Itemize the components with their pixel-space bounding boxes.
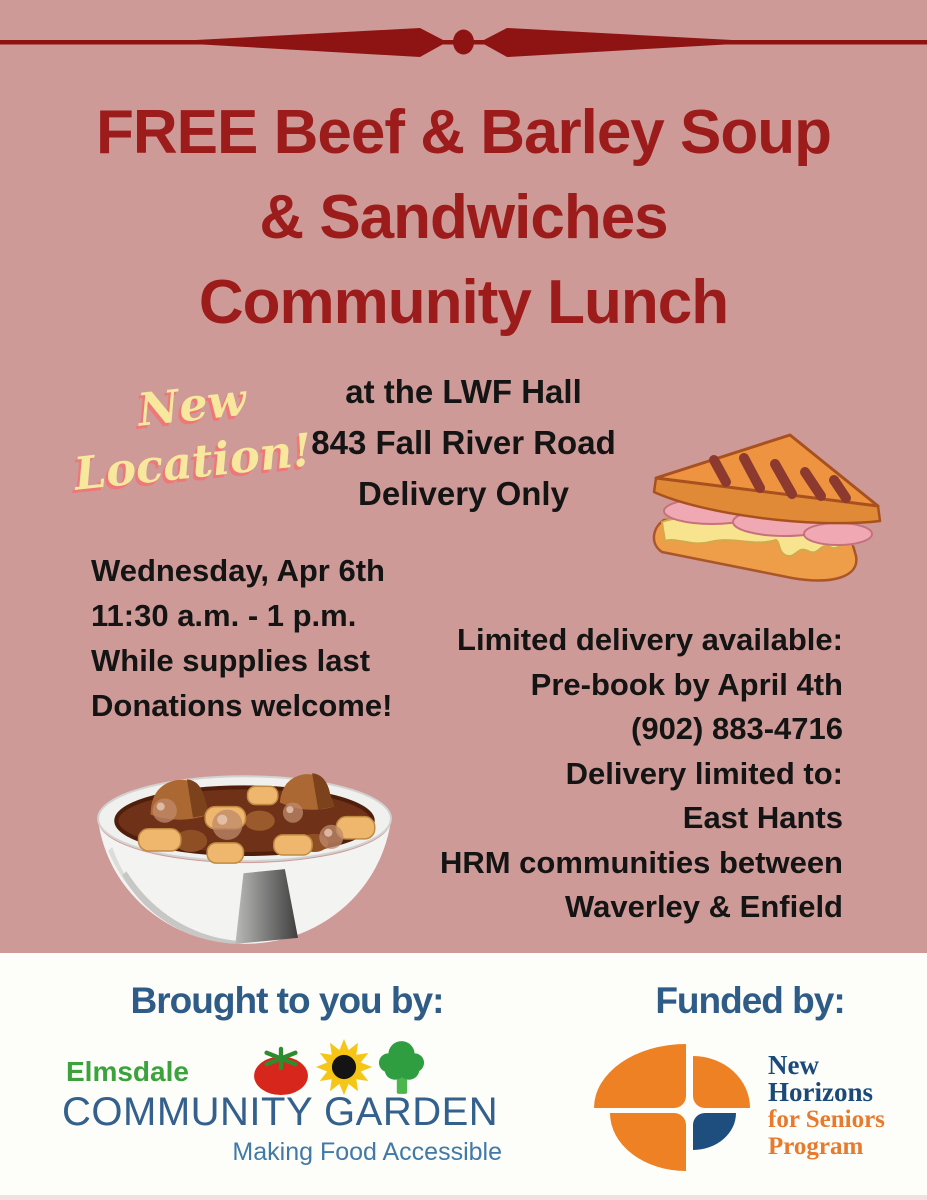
sandwich-illustration xyxy=(642,428,892,588)
sunflower-icon xyxy=(315,1038,373,1096)
soup-bowl-illustration xyxy=(86,750,404,952)
funded-by-heading: Funded by: xyxy=(655,980,845,1021)
tomato-icon xyxy=(252,1046,310,1096)
horizons-line: Program xyxy=(768,1133,864,1160)
title-line: Community Lunch xyxy=(198,268,729,337)
event-details xyxy=(91,548,392,728)
delivery-line: Pre-book by April 4th xyxy=(530,666,843,702)
garden-tagline-label: Making Food Accessible xyxy=(232,1138,502,1166)
garden-logo-icons xyxy=(252,1038,425,1096)
delivery-line: East Hants xyxy=(682,800,843,835)
venue-line: Delivery Only xyxy=(358,475,569,512)
new-location-line: Location! xyxy=(71,423,315,501)
horizons-line: for Seniors xyxy=(768,1106,885,1133)
garden-place-label: Elmsdale xyxy=(66,1056,189,1087)
leaf-top-right xyxy=(693,1056,750,1108)
delivery-info xyxy=(440,618,843,930)
ornamental-divider xyxy=(0,0,927,70)
leaf-top-left xyxy=(594,1044,686,1108)
delivery-line: Delivery limited to: xyxy=(565,755,843,791)
event-line: 11:30 a.m. - 1 p.m. xyxy=(91,598,357,633)
new-location-line: New xyxy=(135,372,249,437)
new-horizons-wordmark xyxy=(768,1052,885,1160)
event-title xyxy=(0,90,927,345)
leaf-bottom-left xyxy=(610,1113,686,1171)
delivery-line: Waverley & Enfield xyxy=(565,889,843,924)
venue-line: at the LWF Hall xyxy=(345,373,582,410)
event-line: While supplies last xyxy=(91,643,371,678)
event-line: Wednesday, Apr 6th xyxy=(91,553,385,588)
horizons-line: New xyxy=(768,1050,819,1080)
title-line: FREE Beef & Barley Soup xyxy=(96,98,831,167)
title-line: & Sandwiches xyxy=(259,183,668,252)
leaf-bottom-right xyxy=(693,1113,736,1150)
bottom-edge-strip xyxy=(0,1195,927,1200)
delivery-phone: (902) 883-4716 xyxy=(631,711,843,746)
event-line: Donations welcome! xyxy=(91,688,393,723)
horizons-line: Horizons xyxy=(768,1077,873,1107)
garden-name-label: COMMUNITY GARDEN xyxy=(62,1090,499,1134)
tree-icon xyxy=(378,1039,425,1096)
brought-by-heading: Brought to you by: xyxy=(130,980,444,1021)
four-leaf-pinwheel-icon xyxy=(594,1042,760,1178)
venue-line: 843 Fall River Road xyxy=(311,424,616,461)
delivery-line: Limited delivery available: xyxy=(457,622,843,657)
delivery-line: HRM communities between xyxy=(439,844,843,880)
